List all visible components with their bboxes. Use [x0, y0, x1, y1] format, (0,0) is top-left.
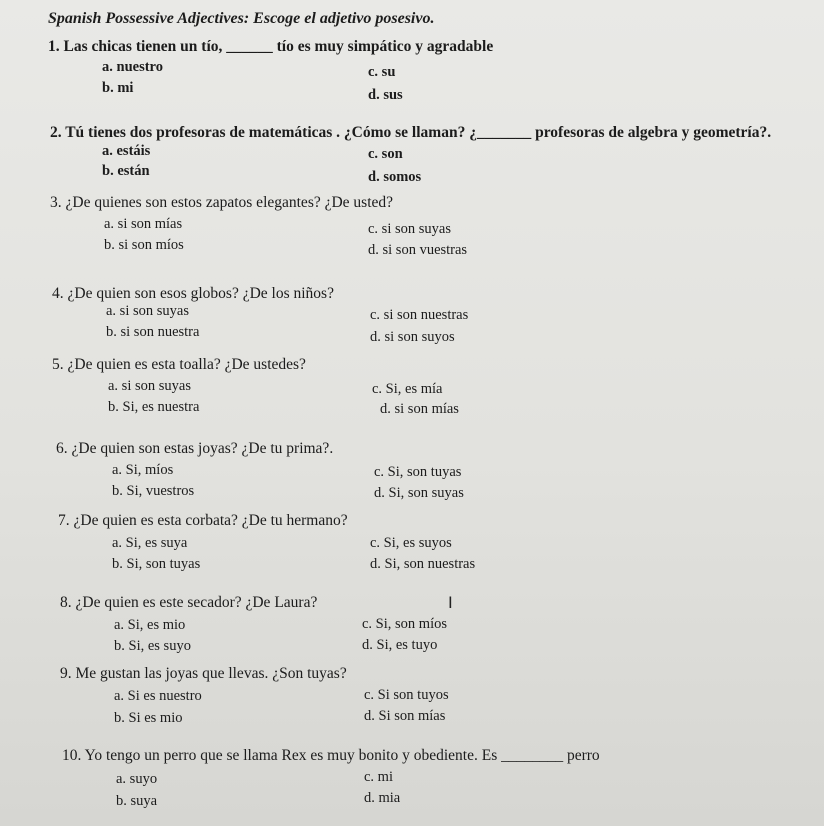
worksheet-title: Spanish Possessive Adjectives: Escoge el adjetivo posesivo.	[48, 10, 435, 27]
option-2c[interactable]: c. son	[368, 146, 403, 162]
question-10: 10. Yo tengo un perro que se llama Rex es muy bonito y obediente. Es ________ perro	[62, 747, 600, 764]
option-1a[interactable]: a. nuestro	[102, 59, 163, 75]
option-5a[interactable]: a. si son suyas	[108, 378, 191, 394]
option-3d[interactable]: d. si son vuestras	[368, 242, 468, 258]
option-2b[interactable]: b. están	[102, 163, 150, 179]
question-4: 4. ¿De quien son esos globos? ¿De los niños?	[52, 285, 334, 302]
option-7c[interactable]: c. Si, es suyos	[370, 535, 452, 551]
option-1d[interactable]: d. sus	[368, 87, 403, 103]
text-cursor-icon: I	[448, 593, 453, 612]
option-8c[interactable]: c. Si, son míos	[362, 616, 447, 632]
question-3: 3. ¿De quienes son estos zapatos elegantes? ¿De usted?	[50, 194, 394, 211]
option-10d[interactable]: d. mia	[364, 790, 401, 806]
question-6: 6. ¿De quien son estas joyas? ¿De tu prima?.	[56, 440, 334, 457]
option-3b[interactable]: b. si son míos	[104, 237, 184, 253]
option-7a[interactable]: a. Si, es suya	[112, 535, 188, 551]
option-2a[interactable]: a. estáis	[102, 143, 151, 159]
option-6a[interactable]: a. Si, míos	[112, 462, 174, 478]
question-2: 2. Tú tienes dos profesoras de matemáticas . ¿Cómo se llaman? ¿_______ profesoras de algebra y geometría?.	[50, 124, 772, 141]
option-5d[interactable]: d. si son mías	[380, 401, 459, 417]
option-10a[interactable]: a. suyo	[116, 771, 158, 787]
option-6b[interactable]: b. Si, vuestros	[112, 483, 195, 499]
option-4b[interactable]: b. si son nuestra	[106, 324, 200, 340]
option-6c[interactable]: c. Si, son tuyas	[374, 464, 462, 480]
option-2d[interactable]: d. somos	[368, 169, 422, 185]
option-9a[interactable]: a. Si es nuestro	[114, 688, 202, 704]
option-7b[interactable]: b. Si, son tuyas	[112, 556, 201, 572]
option-7d[interactable]: d. Si, son nuestras	[370, 556, 476, 572]
option-10c[interactable]: c. mi	[364, 769, 393, 785]
question-5: 5. ¿De quien es esta toalla? ¿De ustedes?	[52, 356, 306, 373]
option-4a[interactable]: a. si son suyas	[106, 303, 189, 319]
option-6d[interactable]: d. Si, son suyas	[374, 485, 464, 501]
option-9d[interactable]: d. Si son mías	[364, 708, 446, 724]
option-3a[interactable]: a. si son mías	[104, 216, 183, 232]
option-1c[interactable]: c. su	[368, 64, 396, 80]
option-8d[interactable]: d. Si, es tuyo	[362, 637, 438, 653]
option-8a[interactable]: a. Si, es mio	[114, 617, 186, 633]
option-9c[interactable]: c. Si son tuyos	[364, 687, 449, 703]
question-1: 1. Las chicas tienen un tío, ______ tío es muy simpático y agradable	[48, 38, 494, 55]
question-8: 8. ¿De quien es este secador? ¿De Laura?	[60, 594, 318, 611]
option-10b[interactable]: b. suya	[116, 793, 158, 809]
option-8b[interactable]: b. Si, es suyo	[114, 638, 191, 654]
option-4d[interactable]: d. si son suyos	[370, 329, 455, 345]
option-5b[interactable]: b. Si, es nuestra	[108, 399, 200, 415]
option-3c[interactable]: c. si son suyas	[368, 221, 451, 237]
option-1b[interactable]: b. mi	[102, 80, 134, 96]
question-7: 7. ¿De quien es esta corbata? ¿De tu hermano?	[58, 512, 348, 529]
option-9b[interactable]: b. Si es mio	[114, 710, 183, 726]
option-4c[interactable]: c. si son nuestras	[370, 307, 469, 323]
question-9: 9. Me gustan las joyas que llevas. ¿Son tuyas?	[60, 665, 347, 682]
option-5c[interactable]: c. Si, es mía	[372, 381, 443, 397]
